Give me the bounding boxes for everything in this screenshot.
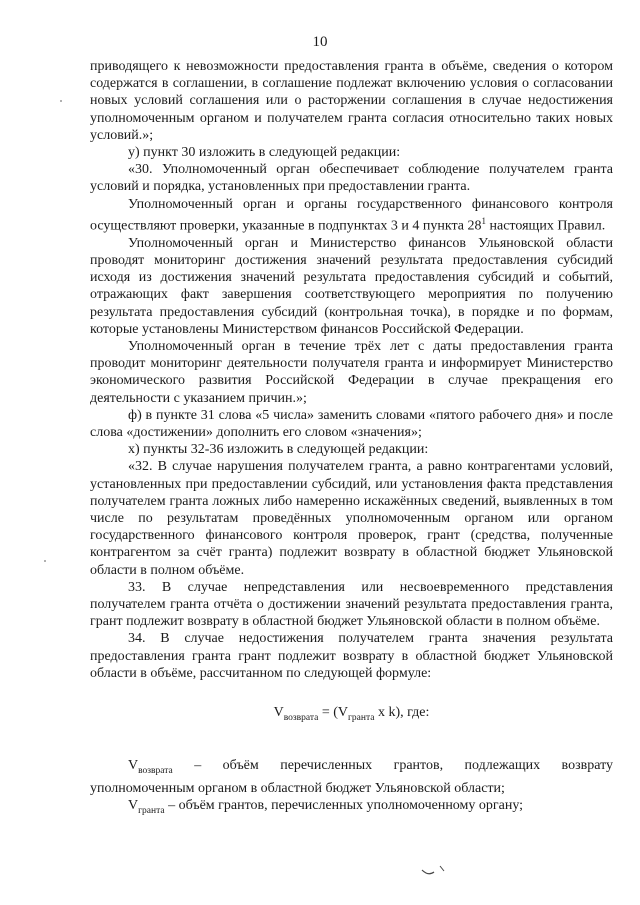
document-body	[90, 58, 613, 820]
scan-speck	[44, 560, 46, 562]
paragraph-amendment-f: ф) в пункте 31 слова «5 числа» заменить словами «пятого рабочего дня» и после слова «достижении» дополнить его словом «значения»;	[90, 407, 613, 440]
definition-v-grant: $V_{гранта}$ – объём грантов, перечисленных уполномоченному органу;	[128, 798, 524, 816]
paragraph-three-years: Уполномоченный орган в течение трёх лет с даты предоставления гранта проводит мониторинг деятельности получателя гранта и информирует Министерство экономического развития Российской Федерации в случае прекращения его деятельности с указанием причин.»;	[90, 338, 613, 406]
paragraph-clause-32: «32. В случае нарушения получателем гранта, а равно контрагентами условий, установленных при предоставлении субсидий, или установления факта представления получателем гранта ложных либо намеренно искажённых сведений, выявленных в том числе по результатам проведённых уполномоченным органом или органом государственного финансового контроля проверок, грант (средства, полученные контрагентом за счёт гранта) подлежит возврату в областной бюджет Ульяновской области в полном объёме.	[90, 459, 613, 578]
formula-sub-grant: гранта	[348, 712, 375, 723]
formula-sub-return: возврата	[283, 712, 319, 723]
definition-v-return: $V_{возврата}$ – объём перечисленных грантов, подлежащих возврату уполномоченным органом в областной бюджет Ульяновской области;	[90, 757, 613, 796]
footnote-superscript: 1	[481, 215, 487, 226]
paragraph-amendment-u: у) пункт 30 изложить в следующей редакции:	[128, 145, 401, 161]
paragraph-monitoring: Уполномоченный орган и Министерство финансов Ульяновской области проводят мониторинг достижения значений результата предоставления субсидий исходя из достижения значений результата предоставления субсидий и событий, отражающих факт завершения соответствующего мероприятия по получению результата предоставления субсидий (контрольная точка), в порядке и по формам, которые установлены Министерством финансов Российской Федерации.	[90, 235, 613, 337]
scan-speck	[60, 100, 62, 102]
paragraph-clause-30: «30. Уполномоченный орган обеспечивает соблюдение получателем гранта условий и порядка, установленных при предоставлении гранта.	[90, 162, 613, 195]
paragraph-inspections	[90, 196, 613, 235]
paragraph-clause-33: 33. В случае непредставления или несвоевременного представления получателем гранта отчёта о достижении значений результата предоставления гранта, грант подлежит возврату в областной бюджет Ульяновской области в полном объёме.	[90, 579, 613, 630]
inspections-text-end: настоящих Правил.	[486, 218, 606, 234]
page-number: 10	[312, 34, 328, 50]
inspections-text: Уполномоченный орган и органы государственного финансового контроля осуществляют проверки, указанные в подпунктах 3 и 4 пункта 28	[90, 196, 613, 234]
formula: $V_{возврата} = (V_{гранта}$ x k), где:	[273, 704, 430, 723]
paragraph-clause-34: 34. В случае недостижения получателем гранта значения результата предоставления гранта грант подлежит возврату в областной бюджет Ульяновской области в объёме, рассчитанном по следующей формуле:	[90, 631, 613, 681]
paragraph-continuation: приводящего к невозможности предоставления гранта в объёме, сведения о котором содержатся в соглашении, в соглашение подлежат включению условия о согласовании новых условий соглашения или о расторжении соглашения в случае недостижения уполномоченным органом и получателем гранта согласия относительно таких новых условий.»;	[90, 59, 613, 143]
paragraph-amendment-kh: х) пункты 32-36 изложить в следующей редакции:	[128, 442, 429, 458]
scan-mark	[420, 862, 450, 878]
